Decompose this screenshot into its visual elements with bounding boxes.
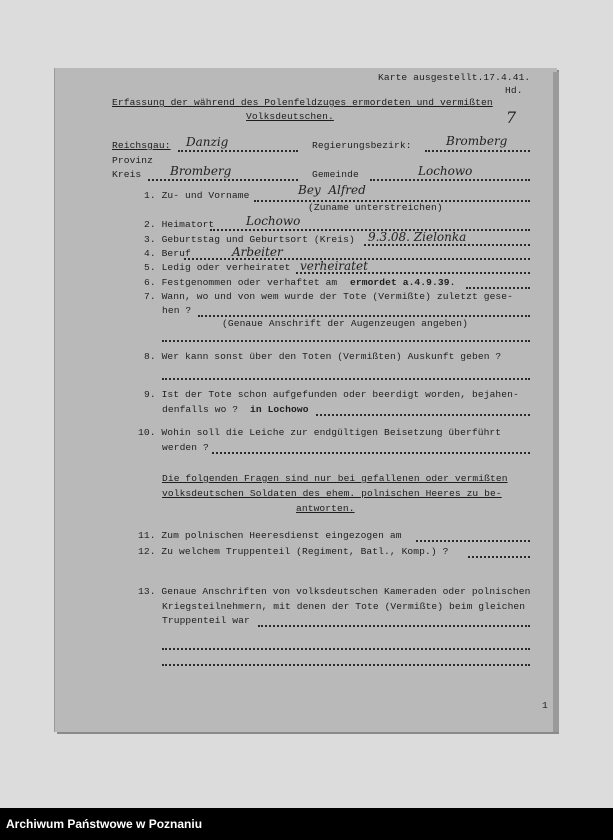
- card-edge: [553, 72, 559, 732]
- dotted-fill-line: [258, 625, 530, 627]
- issued-date: Karte ausgestellt.17.4.41.: [378, 72, 531, 83]
- handwritten-number: 7: [506, 108, 517, 127]
- dotted-fill-line: [416, 540, 530, 542]
- dotted-fill-line: [198, 315, 530, 317]
- field-4-value: Arbeiter: [232, 245, 283, 259]
- field-9-label: 9. Ist der Tote schon aufgefunden oder beerdigt worden, bejahen-: [144, 389, 519, 400]
- dotted-fill-line: [364, 244, 530, 246]
- initials: Hd.: [505, 85, 523, 96]
- dotted-fill-line: [162, 340, 530, 342]
- dotted-fill-line: [425, 150, 530, 152]
- field-13-label3: Truppenteil war: [162, 615, 250, 626]
- field-7-label: 7. Wann, wo und von wem wurde der Tote (Vermißte) zuletzt gese-: [144, 291, 514, 302]
- field-2-label: 2. Heimatort: [144, 219, 215, 230]
- field-13-label: 13. Genaue Anschriften von volksdeutschen Kameraden oder polnischen: [138, 586, 531, 597]
- soldier-note-line1: Die folgenden Fragen sind nur bei gefallenen oder vermißten: [162, 473, 508, 484]
- field-7-label2: hen ?: [162, 305, 192, 316]
- archive-footer: [0, 808, 613, 840]
- field-5-value: verheiratet: [300, 259, 368, 273]
- archive-name: Archiwum Państwowe w Poznaniu: [6, 817, 203, 831]
- field-12-label: 12. Zu welchem Truppenteil (Regiment, Batl., Komp.) ?: [138, 546, 449, 557]
- field-6-value: ermordet a.4.9.39.: [350, 277, 456, 288]
- field-1-label: 1. Zu- und Vorname: [144, 190, 250, 201]
- gemeinde-label: Gemeinde: [312, 169, 359, 180]
- kreis-value: Bromberg: [170, 164, 232, 178]
- field-11-label: 11. Zum polnischen Heeresdienst eingezogen am: [138, 530, 402, 541]
- field-7-note: (Genaue Anschrift der Augenzeugen angeben): [222, 318, 469, 329]
- dotted-fill-line: [178, 150, 298, 152]
- dotted-fill-line: [148, 179, 298, 181]
- dotted-fill-line: [212, 452, 530, 454]
- document-card: [55, 68, 557, 732]
- regbez-label: Regierungsbezirk:: [312, 140, 412, 151]
- dotted-fill-line: [162, 648, 530, 650]
- field-1-value: Bey Alfred: [298, 183, 366, 197]
- field-8-label: 8. Wer kann sonst über den Toten (Vermißten) Auskunft geben ?: [144, 351, 502, 362]
- title-line1: Erfassung der während des Polenfeldzuges ermordeten und vermißten: [112, 97, 493, 108]
- regbez-value: Bromberg: [446, 134, 508, 148]
- dotted-fill-line: [466, 287, 530, 289]
- field-3-label: 3. Geburtstag und Geburtsort (Kreis): [144, 234, 355, 245]
- dotted-fill-line: [316, 414, 530, 416]
- field-10-label2: werden ?: [162, 442, 209, 453]
- field-9-value: in Lochowo: [250, 404, 309, 415]
- soldier-note-line3: antworten.: [296, 503, 355, 514]
- dotted-fill-line: [370, 179, 530, 181]
- dotted-fill-line: [162, 378, 530, 380]
- field-10-label: 10. Wohin soll die Leiche zur endgültigen Beisetzung überführt: [138, 427, 502, 438]
- dotted-fill-line: [468, 556, 530, 558]
- soldier-note-line2: volksdeutschen Soldaten des ehem. polnischen Heeres zu be-: [162, 488, 502, 499]
- field-9-label2: denfalls wo ?: [162, 404, 239, 415]
- field-2-value: Lochowo: [246, 214, 301, 228]
- field-3-value: 9.3.08. Zielonka: [368, 230, 467, 244]
- page-number: 1: [542, 700, 548, 711]
- field-5-label: 5. Ledig oder verheiratet: [144, 262, 291, 273]
- field-1-note: (Zuname unterstreichen): [308, 202, 443, 213]
- field-4-label: 4. Beruf: [144, 248, 191, 259]
- reichsgau-label: Reichsgau:: [112, 140, 171, 151]
- dotted-fill-line: [162, 664, 530, 666]
- title-line2: Volksdeutschen.: [246, 111, 334, 122]
- field-13-label2: Kriegsteilnehmern, mit denen der Tote (Vermißte) beim gleichen: [162, 601, 526, 612]
- reichsgau-value: Danzig: [186, 135, 229, 149]
- gemeinde-value: Lochowo: [418, 164, 473, 178]
- field-6-label: 6. Festgenommen oder verhaftet am: [144, 277, 338, 288]
- kreis-label: Kreis: [112, 169, 142, 180]
- provinz-label: Provinz: [112, 155, 154, 166]
